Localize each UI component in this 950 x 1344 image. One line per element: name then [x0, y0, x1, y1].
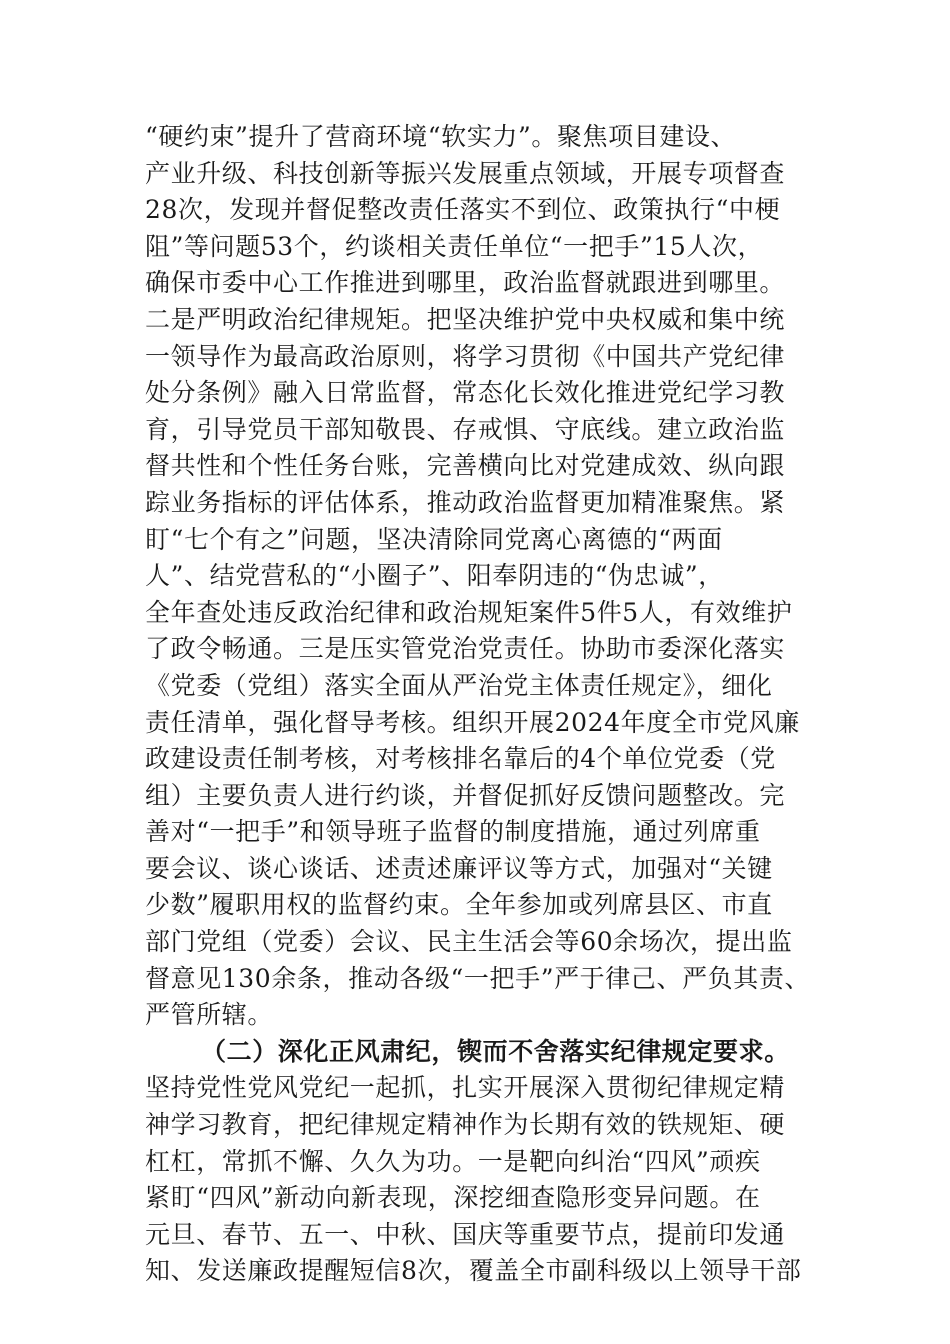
body-line: 盯“七个有之”问题，坚决清除同党离心离德的“两面: [145, 524, 723, 554]
body-line: 育，引导党员干部知敬畏、存戒惧、守底线。建立政治监: [145, 414, 786, 444]
body-line: 踪业务指标的评估体系，推动政治监督更加精准聚焦。紧: [145, 487, 786, 517]
body-line: “硬约束”提升了营商环境“软实力”。聚焦项目建设、: [145, 122, 737, 151]
body-line: 二是严明政治纪律规矩。把坚决维护党中央权威和集中统: [145, 304, 786, 334]
body-line: 善对“一把手”和领导班子监督的制度措施，通过列席重: [145, 817, 761, 847]
body-line: 《党委（党组）落实全面从严治党主体责任规定》，细化: [145, 670, 773, 700]
section-line: 元旦、春节、五一、中秋、国庆等重要节点，提前印发通: [145, 1219, 786, 1249]
body-line: 28次，发现并督促整改责任落实不到位、政策执行“中梗: [145, 195, 781, 225]
body-line: 政建设责任制考核，对考核排名靠后的4个单位党委（党: [145, 744, 776, 774]
body-line: 人”、结党营私的“小圈子”、阳奉阴违的“伪忠诚”，: [145, 561, 724, 591]
body-line: 要会议、谈心谈话、述责述廉评议等方式，加强对“关键: [145, 853, 773, 883]
body-line: 处分条例》融入日常监督，常态化长效化推进党纪学习教: [145, 378, 786, 408]
body-line: 阻”等问题53个，约谈相关责任单位“一把手”15人次，: [145, 231, 764, 261]
body-line: 严管所辖。: [145, 1000, 274, 1030]
body-line: 了政令畅通。三是压实管党治党责任。协助市委深化落实: [145, 634, 786, 664]
body-line: 督意见130余条，推动各级“一把手”严于律己、严负其责、: [145, 963, 811, 993]
body-line: 一领导作为最高政治原则，将学习贯彻《中国共产党纪律: [145, 341, 786, 371]
body-line: 督共性和个性任务台账，完善横向比对党建成效、纵向跟: [145, 451, 786, 481]
body-line: 产业升级、科技创新等振兴发展重点领域，开展专项督查: [145, 158, 786, 188]
document-body: [145, 119, 845, 1290]
body-line: 部门党组（党委）会议、民主生活会等60余场次，提出监: [145, 927, 793, 957]
section-line: 坚持党性党风党纪一起抓，扎实开展深入贯彻纪律规定精: [145, 1073, 786, 1103]
section-line: 知、发送廉政提醒短信8次，覆盖全市副科级以上领导干部: [145, 1256, 802, 1286]
body-line: 确保市委中心工作推进到哪里，政治监督就跟进到哪里。: [145, 268, 786, 298]
section-line: 杠杠，常抓不懈、久久为功。一是靶向纠治“四风”顽疾: [145, 1146, 761, 1176]
body-line: 全年查处违反政治纪律和政治规矩案件5件5人，有效维护: [145, 597, 793, 627]
section-heading: （二）深化正风肃纪，锲而不舍落实纪律规定要求。: [201, 1036, 790, 1066]
section-line: 神学习教育，把纪律规定精神作为长期有效的铁规矩、硬: [145, 1110, 786, 1140]
body-line: 少数”履职用权的监督约束。全年参加或列席县区、市直: [145, 890, 773, 920]
body-line: 责任清单，强化督导考核。组织开展2024年度全市党风廉: [145, 707, 800, 737]
section-line: 紧盯“四风”新动向新表现，深挖细查隐形变异问题。在: [145, 1183, 761, 1213]
body-line: 组）主要负责人进行约谈，并督促抓好反馈问题整改。完: [145, 780, 786, 810]
